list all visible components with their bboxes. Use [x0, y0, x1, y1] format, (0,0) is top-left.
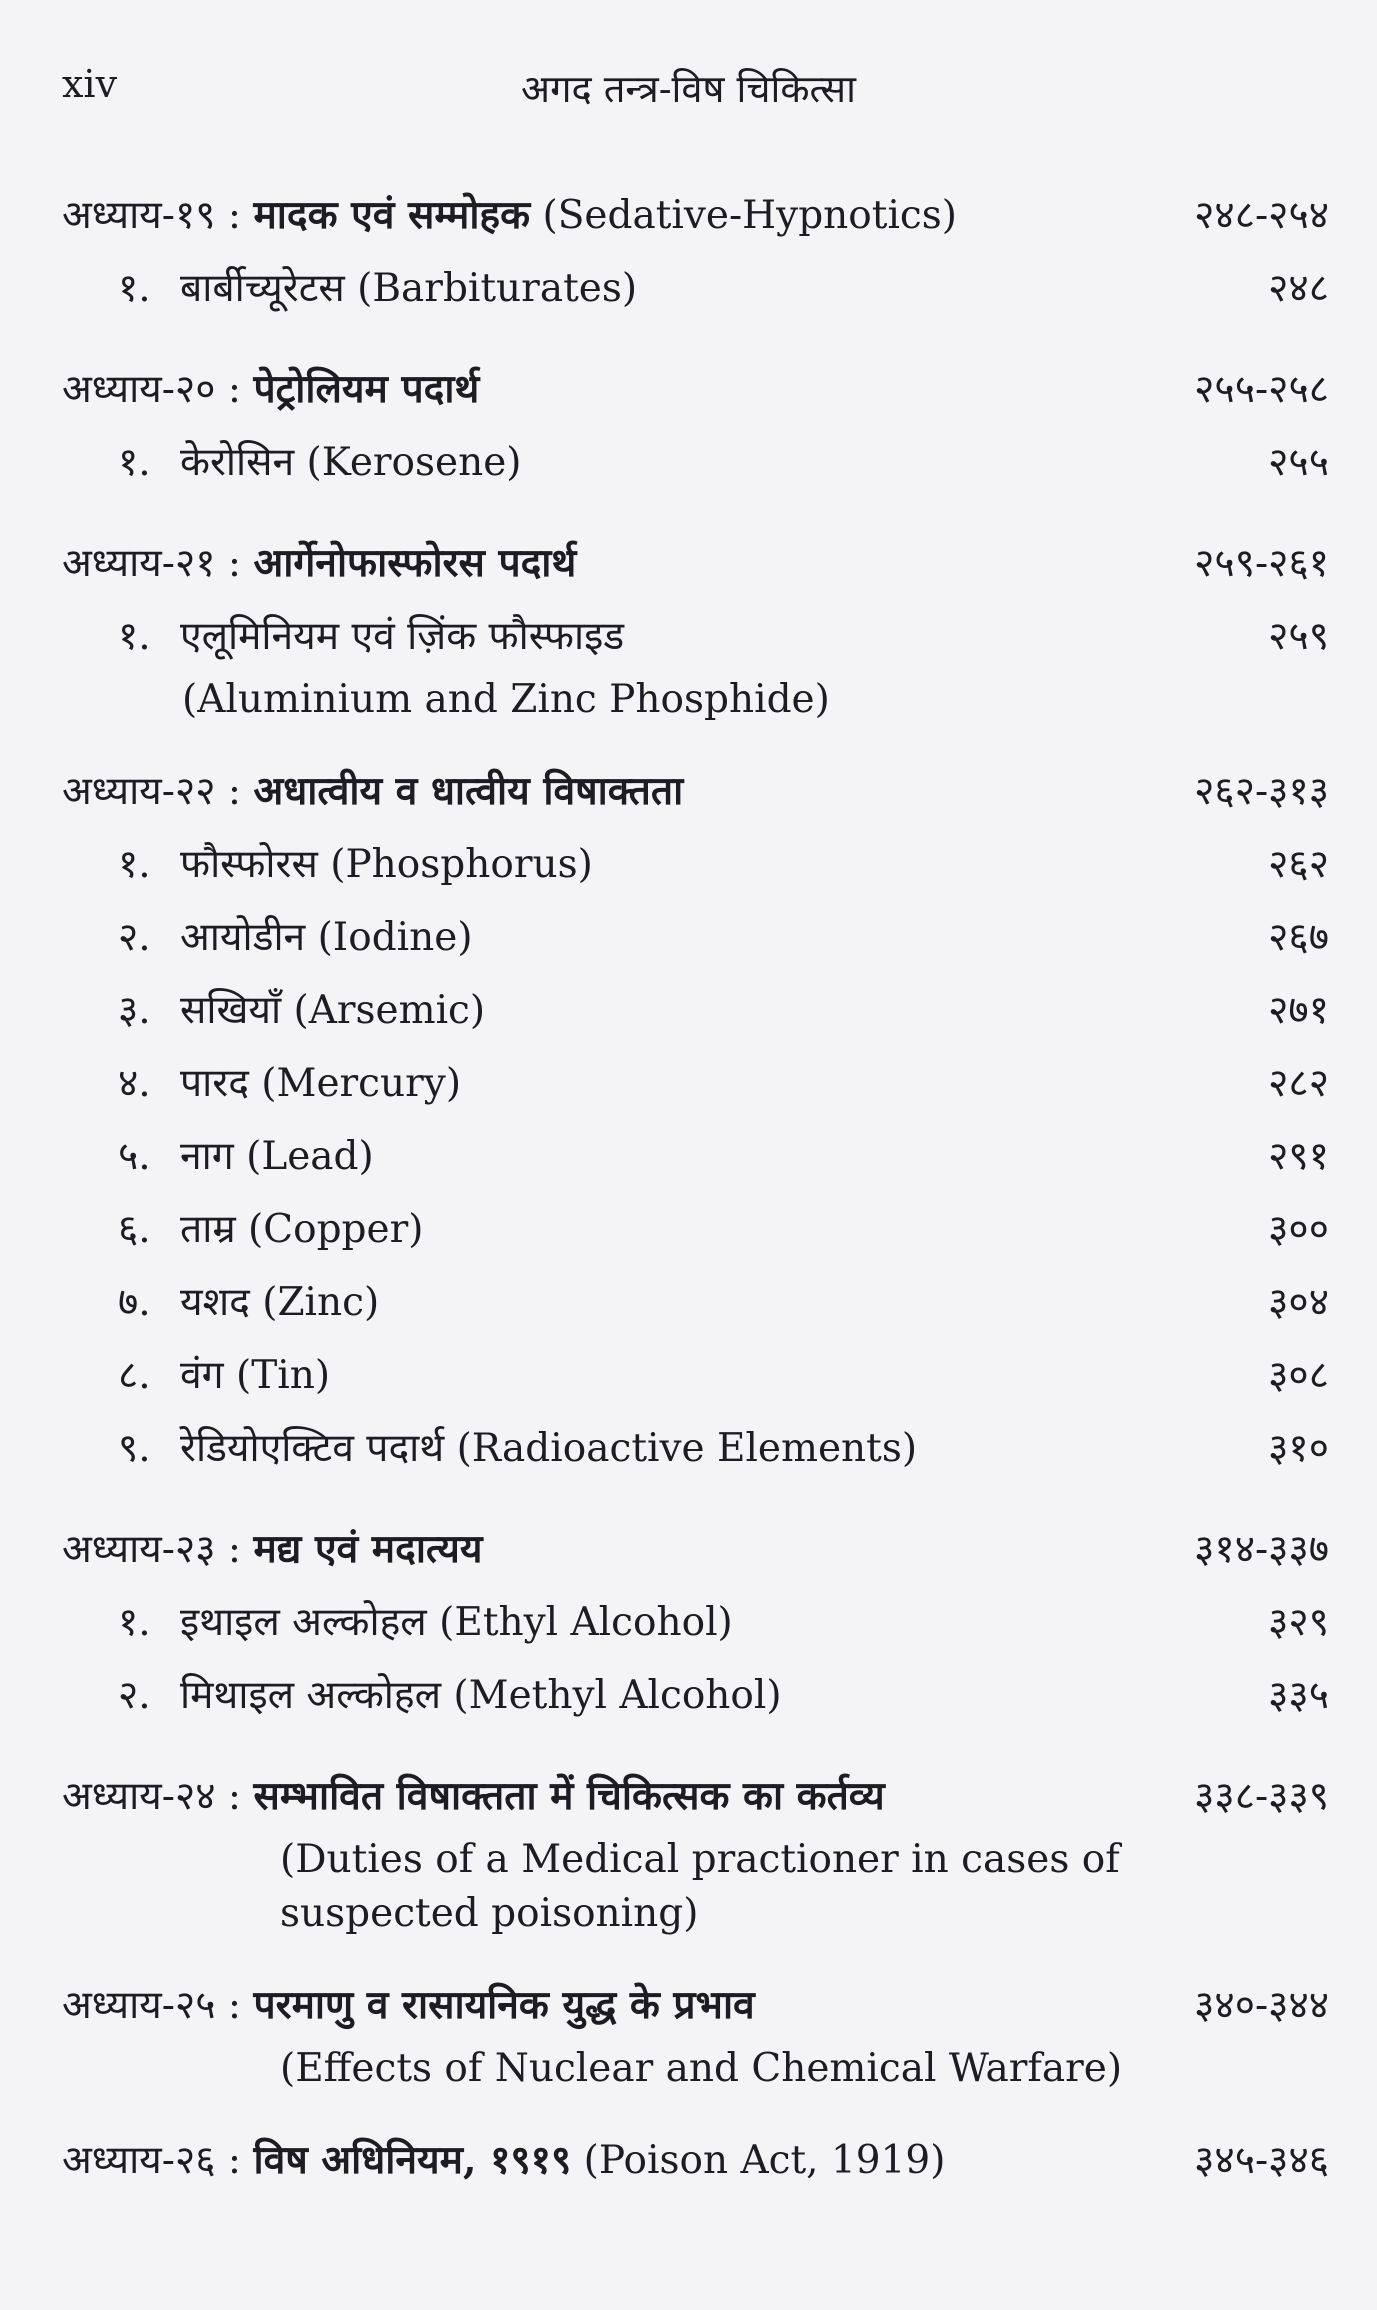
- page-header: [0, 62, 1377, 122]
- entry-continuation-line: [0, 674, 1377, 728]
- toc-entry: [0, 1413, 1377, 1486]
- chapter-subtitle-text: suspected poisoning): [280, 1891, 699, 1936]
- entry-title: मिथाइल अल्कोहल (Methyl Alcohol): [180, 1673, 782, 1718]
- entry-title: इथाइल अल्कोहल (Ethyl Alcohol): [180, 1600, 733, 1645]
- entry-number: २.: [118, 915, 151, 960]
- entry-number: १.: [118, 1600, 151, 1645]
- entry-title: रेडियोएक्टिव पदार्थ (Radioactive Elements): [180, 1426, 918, 1471]
- toc-entry: [0, 1267, 1377, 1340]
- entry-page-number: ३३५: [1268, 1673, 1329, 1718]
- chapter-page-range: २५५-२५८: [1194, 367, 1329, 412]
- entry-page-number: ३२९: [1268, 1600, 1329, 1645]
- chapter-heading-row: [0, 1970, 1377, 2043]
- entry-page-number: २६२: [1268, 842, 1329, 887]
- toc-entry-text: [118, 1275, 1117, 1330]
- chapter-title: सम्भावित विषाक्तता में चिकित्सक का कर्तव्य: [253, 1773, 885, 1819]
- chapter-page-range: २४८-२५४: [1194, 193, 1329, 238]
- toc-entry: [0, 1340, 1377, 1413]
- chapter-section: [0, 354, 1377, 500]
- toc-entry-text: [118, 1202, 1117, 1257]
- toc-entry-text: [118, 261, 1117, 316]
- entry-title: यशद (Zinc): [180, 1280, 380, 1325]
- chapter-heading: [62, 2133, 1117, 2188]
- chapter-heading: [62, 1769, 1117, 1824]
- toc-entry-text: [118, 983, 1117, 1038]
- chapter-heading: [62, 1522, 1117, 1577]
- chapter-subtitle-line: [0, 1834, 1377, 1888]
- entry-title: केरोसिन (Kerosene): [180, 440, 522, 485]
- toc-entry-text: [118, 837, 1117, 892]
- entry-number: ८.: [118, 1353, 151, 1398]
- entry-title: फौस्फोरस (Phosphorus): [180, 842, 593, 887]
- toc-entry-text: [118, 1056, 1117, 1111]
- chapter-heading: [62, 362, 1117, 417]
- entry-title: वंग (Tin): [180, 1353, 331, 1398]
- toc-entry-text: [118, 1668, 1117, 1723]
- toc-entry-text: [118, 1348, 1117, 1403]
- chapter-english-title: (Sedative-Hypnotics): [542, 193, 957, 238]
- entry-page-number: २८२: [1268, 1061, 1329, 1106]
- entry-page-number: ३१०: [1268, 1426, 1329, 1471]
- toc-entry: [0, 1048, 1377, 1121]
- toc-entry: [0, 1194, 1377, 1267]
- chapter-heading-row: [0, 354, 1377, 427]
- chapter-heading-row: [0, 528, 1377, 601]
- entry-title: पारद (Mercury): [180, 1061, 462, 1106]
- entry-number: १.: [118, 842, 151, 887]
- chapter-title: अधात्वीय व धात्वीय विषाक्तता: [253, 768, 684, 814]
- toc-entry-text: [118, 910, 1117, 965]
- chapter-number: अध्याय-२० :: [62, 367, 242, 412]
- chapter-heading: [62, 1978, 1117, 2033]
- chapter-number: अध्याय-२३ :: [62, 1527, 242, 1572]
- entry-page-number: २९१: [1268, 1134, 1329, 1179]
- entry-title: बार्बीच्यूरेटस (Barbiturates): [180, 266, 638, 311]
- chapter-section: [0, 180, 1377, 326]
- entry-number: १.: [118, 266, 151, 311]
- chapter-page-range: ३४०-३४४: [1194, 1983, 1329, 2028]
- entry-number: ७.: [118, 1280, 151, 1325]
- entry-page-number: ३००: [1268, 1207, 1329, 1252]
- chapter-heading: [62, 188, 1117, 243]
- toc-entry-text: [118, 1595, 1117, 1650]
- entry-number: ४.: [118, 1061, 151, 1106]
- chapter-subtitle-text: (Duties of a Medical practioner in cases of: [280, 1837, 1120, 1882]
- chapter-page-range: २६२-३१३: [1194, 769, 1329, 814]
- toc-entry-text: [118, 1129, 1117, 1184]
- entry-page-number: २५९: [1268, 614, 1329, 659]
- chapter-title: पेट्रोलियम पदार्थ: [253, 366, 480, 412]
- chapter-section: [0, 1514, 1377, 1733]
- chapter-page-range: २५९-२६१: [1194, 541, 1329, 586]
- chapter-section: [0, 528, 1377, 728]
- entry-page-number: २७१: [1268, 988, 1329, 1033]
- chapter-page-range: ३४५-३४६: [1194, 2138, 1329, 2183]
- toc-entry: [0, 427, 1377, 500]
- entry-continuation-text: (Aluminium and Zinc Phosphide): [182, 677, 830, 722]
- entry-title: आयोडीन (Iodine): [180, 915, 473, 960]
- entry-number: ६.: [118, 1207, 151, 1252]
- chapter-english-title: (Poison Act, 1919): [583, 2138, 946, 2183]
- entry-page-number: २४८: [1268, 266, 1329, 311]
- chapter-title: मद्य एवं मदात्यय: [253, 1526, 483, 1572]
- chapter-heading-row: [0, 1514, 1377, 1587]
- chapter-number: अध्याय-२५ :: [62, 1983, 242, 2028]
- entry-page-number: २५५: [1268, 440, 1329, 485]
- entry-number: ९.: [118, 1426, 151, 1471]
- entry-page-number: ३०४: [1268, 1280, 1329, 1325]
- chapter-section: [0, 1970, 1377, 2097]
- toc-entry: [0, 601, 1377, 674]
- entry-page-number: ३०८: [1268, 1353, 1329, 1398]
- entry-title: सखियाँ (Arsemic): [180, 988, 486, 1033]
- chapter-heading-row: [0, 180, 1377, 253]
- chapter-heading: [62, 764, 1117, 819]
- toc-entry-text: [118, 1421, 1117, 1476]
- chapter-number: अध्याय-२१ :: [62, 541, 242, 586]
- entry-number: १.: [118, 614, 151, 659]
- chapter-title: विष अधिनियम, १९१९: [253, 2137, 572, 2183]
- chapter-title: आर्गेनोफास्फोरस पदार्थ: [253, 540, 577, 586]
- chapter-page-range: ३३८-३३९: [1194, 1774, 1329, 1819]
- toc-entry-text: [118, 435, 1117, 490]
- table-of-contents: [0, 180, 1377, 2226]
- chapter-heading-row: [0, 1761, 1377, 1834]
- entry-number: ३.: [118, 988, 151, 1033]
- chapter-subtitle-text: (Effects of Nuclear and Chemical Warfare): [280, 2046, 1123, 2091]
- chapter-heading: [62, 536, 1117, 591]
- toc-entry: [0, 902, 1377, 975]
- chapter-title: परमाणु व रासायनिक युद्ध के प्रभाव: [253, 1982, 755, 2028]
- chapter-section: [0, 2125, 1377, 2198]
- entry-title: नाग (Lead): [180, 1134, 374, 1179]
- entry-title: ताम्र (Copper): [180, 1207, 424, 1252]
- chapter-number: अध्याय-२४ :: [62, 1774, 242, 1819]
- toc-entry: [0, 1660, 1377, 1733]
- chapter-number: अध्याय-२२ :: [62, 769, 242, 814]
- entry-title: एलूमिनियम एवं ज़िंक फौस्फाइड: [180, 614, 625, 659]
- chapter-heading-row: [0, 2125, 1377, 2198]
- chapter-section: [0, 756, 1377, 1486]
- entry-page-number: २६७: [1268, 915, 1329, 960]
- toc-entry: [0, 829, 1377, 902]
- toc-entry: [0, 1587, 1377, 1660]
- chapter-page-range: ३१४-३३७: [1194, 1527, 1329, 1572]
- entry-number: ५.: [118, 1134, 151, 1179]
- chapter-section: [0, 1761, 1377, 1942]
- entry-number: १.: [118, 440, 151, 485]
- page-number: xiv: [62, 62, 118, 106]
- toc-entry: [0, 1121, 1377, 1194]
- toc-entry-text: [118, 609, 1117, 664]
- chapter-subtitle-line: [0, 2043, 1377, 2097]
- toc-entry: [0, 253, 1377, 326]
- chapter-title: मादक एवं सम्मोहक: [253, 192, 531, 238]
- toc-entry: [0, 975, 1377, 1048]
- chapter-number: अध्याय-२६ :: [62, 2138, 242, 2183]
- chapter-subtitle-line: [0, 1888, 1377, 1942]
- running-title: अगद तन्त्र-विष चिकित्सा: [521, 67, 856, 111]
- entry-number: २.: [118, 1673, 151, 1718]
- chapter-number: अध्याय-१९ :: [62, 193, 242, 238]
- chapter-heading-row: [0, 756, 1377, 829]
